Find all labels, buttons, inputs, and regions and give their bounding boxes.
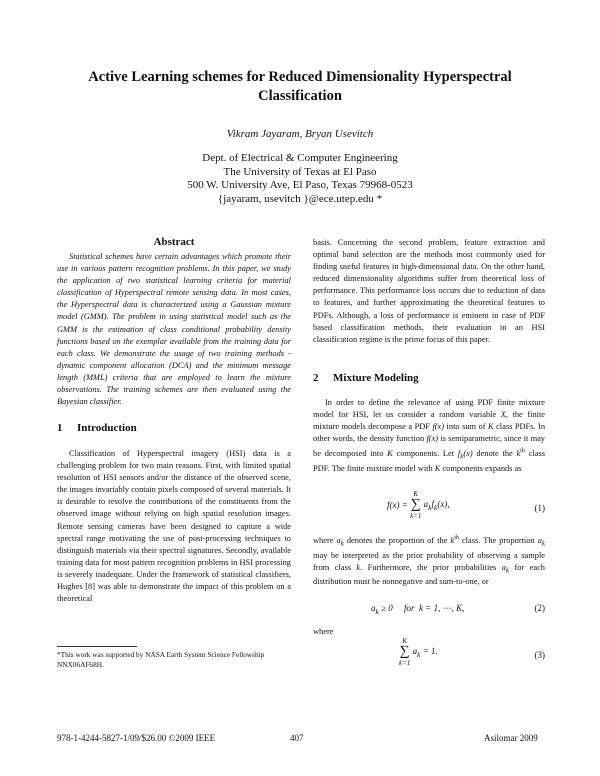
affiliation-university: The University of Texas at El Paso <box>223 165 377 178</box>
affiliation-address: 500 W. University Ave, El Paso, Texas 79968-0523 <box>187 179 413 191</box>
affiliation <box>0 152 600 206</box>
footnote: *This work was supported by NASA Earth System Science Fellowship NNX06AF68H. <box>57 650 265 669</box>
mixture-paragraph-1: In order to define the relevance of using PDF finite mixture model for HSI, let us consider a random variable X, the finite mixture models decompose a PDF f(x) into sum of K class PDFs. In other words, the density function f(x) is semiparametric, since it may be decomposed into K components. Let $f_k(x)$ denote the $k^{th}$ class PDF. The finite mixture model with K components expands as <box>313 398 546 473</box>
section-title: Mixture Modeling <box>333 372 419 384</box>
section-heading-introduction <box>57 422 291 434</box>
title-line-1: Active Learning schemes for Reduced Dimensionality Hyperspectral <box>88 69 512 85</box>
equation-3: K ∑ k=1 $a_k = 1$. (3) <box>399 637 545 667</box>
title-line-2: Classification <box>258 88 342 104</box>
where-text: where <box>313 627 334 636</box>
section-heading-mixture-modeling <box>313 372 545 384</box>
abstract-text: Statistical schemes have certain advantages which promote their use in various pattern recognition problems. In this paper, we study the application of two statistical learning criteria for material classification of Hyperspectral remote sensing data. In most cases, the Hyperspectral data is characterized using a Gaussian mixture model (GMM). The problem in using statistical model such as the GMM is the estimation of class conditional probability density functions based on the exemplar available from the training data for each class. We demonstrate the usage of two training methods - dynamic component allocation (DCA) and the minimum message length (MML) criteria that are employed to learn the mixture observations. The training schemes are then evaluated using the Bayesian classifier. <box>57 252 291 407</box>
equation-1: f(x) = K ∑ k=1 $a_kf_k(x)$, (1) <box>387 490 545 520</box>
authors: Vikram Jayaram, Bryan Usevitch <box>226 128 374 140</box>
section-title: Introduction <box>77 422 137 434</box>
paper-title <box>60 68 540 106</box>
affiliation-dept: Dept. of Electrical & Computer Engineering <box>202 152 398 164</box>
page-number: 407 <box>290 733 304 743</box>
summation-symbol: K ∑ k=1 <box>410 490 422 520</box>
summation-symbol: K ∑ k=1 <box>399 637 411 667</box>
equation-2: $a_k \ge 0$ for k = 1, ⋯, K, (2) <box>371 603 545 616</box>
section-number: 2 <box>313 372 319 384</box>
abstract-heading: Abstract <box>153 236 195 248</box>
footnote-rule <box>57 646 137 647</box>
equation-number: (3) <box>534 650 545 660</box>
mixture-paragraph-2: where $a_k$ denotes the proportion of the $k^{th}$ class. The proportion $a_k$ may be interpreted as the prior probability of observing a sample from class k. Furthermore, the prior probabilities $a_k$ for each distribution must be nonnegative and sum-to-one, or <box>313 535 545 587</box>
section-number: 1 <box>57 422 63 434</box>
footer-venue: Asilomar 2009 <box>484 733 538 743</box>
introduction-text: Classification of Hyperspectral imagery (HSI) data is a challenging problem for two main reasons. First, with limited spatial resolution of HSI sensors and/or the distance of the observed scene, the images invariably contain pixels composed of several materials. It is desirable to resolve the contributions of the constituents from the observed image without relying on high spatial resolution images. Remote sensing cameras have been designed to capture a wide spectral range motivating the use of post-processing techniques to distinguish materials via their spectral signatures. Secondly, available training data for most pattern recognition problems in HSI processing is severely inadequate. Under the framework of statistical classifiers, Hughes [8] was able to demonstrate the impact of this problem on a theoretical <box>57 449 291 604</box>
equation-number: (2) <box>534 603 545 613</box>
footer-isbn: 978-1-4244-5827-1/09/$26.00 ©2009 IEEE <box>57 733 216 743</box>
right-column-continuation: basis. Concerning the second problem, feature extraction and optimal band selection are the methods most commonly used for finding useful features in high-dimensional data. On the other hand, reduced dimensionality algorithms suffer from theoretical loss of performance. This performance loss occurs due to reduction of data to features, and further approximating the theoretical features to PDFs. Although, a loss of performance is eminent in case of PDF based classification methods, their evaluation in an HSI classification regime is the prime focus of this paper. <box>313 238 545 344</box>
affiliation-email: {jayaram, usevitch }@ece.utep.edu * <box>217 192 383 205</box>
equation-number: (1) <box>534 503 545 513</box>
